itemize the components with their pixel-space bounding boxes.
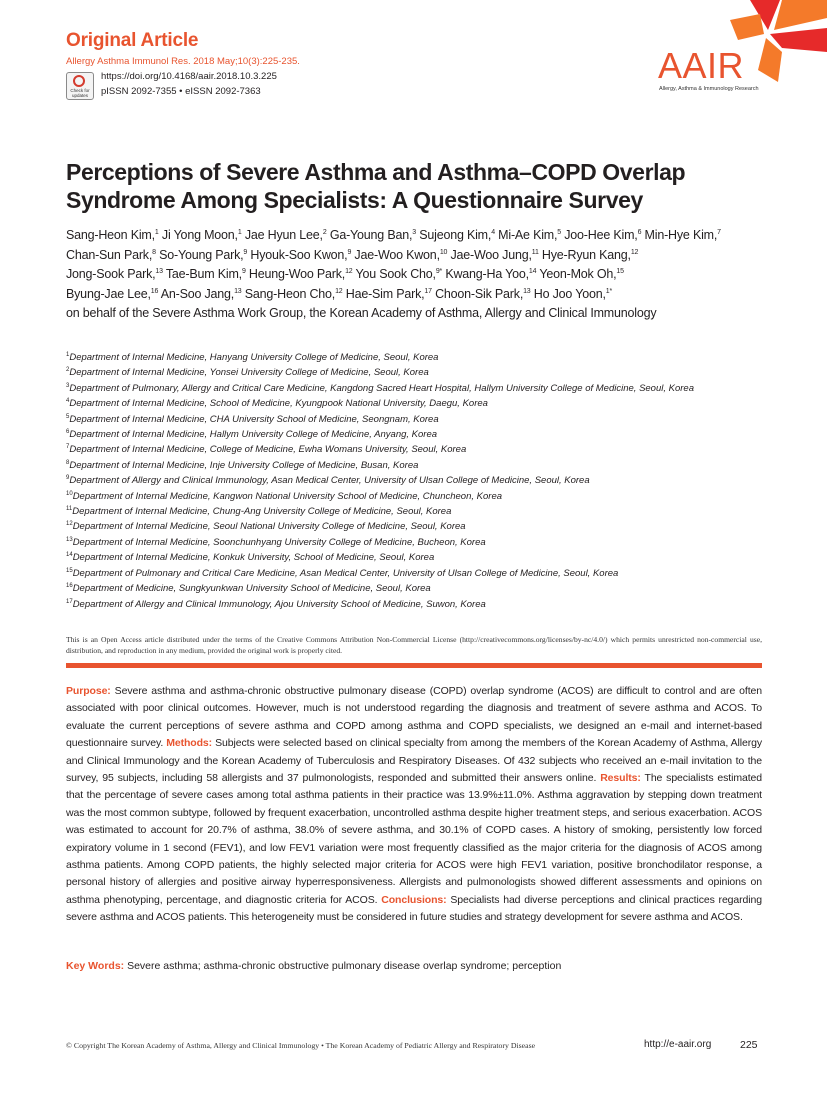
affiliation-item: $^{13}$Department of Internal Medicine, Soonchunhyang University College of Medicine, Bucheon, Korea xyxy=(66,536,486,548)
logo-petal-right xyxy=(774,0,827,30)
affiliation-list xyxy=(66,350,786,612)
affiliation-item: $^{14}$Department of Internal Medicine, Konkuk University, School of Medicine, Seoul, Korea xyxy=(66,552,435,564)
keywords-text: Severe asthma; asthma-chronic obstructive pulmonary disease overlap syndrome; perception xyxy=(124,960,562,972)
author-affiliation-marker: 17 xyxy=(424,287,432,295)
author-affiliation-marker: 13 xyxy=(155,268,163,276)
author-name: Hae-Sim Park, xyxy=(342,286,425,301)
abstract-methods-heading: Methods: xyxy=(166,737,213,750)
author-affiliation-marker: 13 xyxy=(234,287,242,295)
affiliation-item: $^9$Department of Allergy and Clinical Immunology, Asan Medical Center, University of Ulsan College of Medicine, Seoul, Korea xyxy=(66,475,590,487)
abstract xyxy=(66,683,762,927)
author-name: Jae-Woo Kwon, xyxy=(351,247,440,262)
abstract-results-text: The specialists estimated that the percentage of severe cases among total asthma patients in their practice was 13.9%±11.0%. Asthma aggravation by stepping down treatment was the most common subtype, followed by frequent exacerbation, uncontrolled asthma despite higher treatment steps, and serious exacerbation. ACOS was estimated to account for 20.7% of asthma, 38.0% of severe asthma, and 30.1% of COPD cases. A history of smoking, persistently low forced expiratory volume in 1 second (FEV1), and low FEV1 variation were most frequently classified as the major criteria for the diagnosis of ACOS among asthma patients. Among COPD patients, the highly selected major criteria for ACOS were high FEV1 variation, positive bronchodilator response, a personal history of allergies and positive airway hyperresponsiveness. Allergists and pulmonologists showed different assessments and opinions on asthma phenotyping, percentage, and diagnostic criteria for ACOS. xyxy=(66,772,762,906)
logo-petal-bottom xyxy=(758,38,782,82)
abstract-conclusions-heading: Conclusions: xyxy=(381,893,447,906)
author-name: Tae-Bum Kim, xyxy=(162,267,242,282)
author-affiliation-marker: 12 xyxy=(630,248,639,256)
author-affiliation-marker: 16 xyxy=(150,287,159,295)
author-affiliation-marker: 9* xyxy=(435,268,443,276)
author-name: Hyouk-Soo Kwon, xyxy=(247,247,348,262)
author-name: Byung-Jae Lee, xyxy=(66,286,151,301)
abstract-results-heading: Results: xyxy=(600,772,641,785)
author-affiliation-marker: 12 xyxy=(345,268,353,276)
abstract-methods-text: Subjects were selected based on clinical specialty from among the members of the Korean Academy of Asthma, Allergy and Clinical Immunology and the Korean Academy of Tuberculosis and Respiratory Diseases. Of 432 subjects who received an e-mail invitation to the survey, 95 subjects, including 58 allergists and 37 pulmonologists, responded and submitted their answers online. xyxy=(66,737,762,785)
author-affiliation-marker: 1 xyxy=(154,229,159,236)
author-affiliation-marker: 2 xyxy=(322,229,327,236)
author-name: Kwang-Ha Yoo, xyxy=(442,267,529,282)
affiliation-item: $^6$Department of Internal Medicine, Hallym University College of Medicine, Anyang, Korea xyxy=(66,429,438,441)
author-affiliation-marker: 15 xyxy=(616,268,624,276)
issn-line: pISSN 2092-7355 • eISSN 2092-7363 xyxy=(101,86,261,97)
journal-logo-subtitle: Allergy, Asthma & Immunology Research xyxy=(659,86,759,92)
author-name: Chan-Sun Park, xyxy=(66,247,153,262)
author-behalf-line: on behalf of the Severe Asthma Work Group, the Korean Academy of Asthma, Allergy and Clinical Immunology xyxy=(66,306,657,321)
author-name: You Sook Cho, xyxy=(352,267,436,282)
author-name: Hye-Ryun Kang, xyxy=(538,247,631,262)
abstract-purpose-heading: Purpose: xyxy=(66,685,111,697)
author-affiliation-marker: 9 xyxy=(241,268,246,276)
affiliation-item: $^3$Department of Pulmonary, Allergy and Critical Care Medicine, Kangdong Sacred Heart Hospital, Hallym University College of Medicine, Seoul, Korea xyxy=(66,382,694,394)
keywords xyxy=(66,958,762,974)
doi-link[interactable]: https://doi.org/10.4168/aair.2018.10.3.225 xyxy=(101,71,277,82)
author-affiliation-marker: 12 xyxy=(335,287,343,295)
author-name: Sang-Heon Cho, xyxy=(241,286,336,301)
section-divider xyxy=(66,663,762,668)
author-affiliation-marker: 4 xyxy=(491,229,495,236)
author-affiliation-marker: 9 xyxy=(243,248,248,256)
journal-logo-text: AAIR xyxy=(658,45,745,86)
check-for-updates-badge[interactable] xyxy=(66,72,94,100)
author-affiliation-marker: 14 xyxy=(528,268,537,276)
author-name: Ji Yong Moon, xyxy=(158,228,238,242)
author-affiliation-marker: 6 xyxy=(637,229,642,236)
affiliation-item: $^{12}$Department of Internal Medicine, Seoul National University College of Medicine, Seoul, Korea xyxy=(66,521,466,533)
author-affiliation-marker: 1* xyxy=(605,287,612,295)
affiliation-item: $^8$Department of Internal Medicine, Inje University College of Medicine, Busan, Korea xyxy=(66,459,419,471)
author-name: Jae Hyun Lee, xyxy=(241,228,323,242)
author-line xyxy=(66,285,766,305)
article-title: Perceptions of Severe Asthma and Asthma–COPD Overlap Syndrome Among Specialists: A Questionnaire Survey xyxy=(66,159,686,213)
author-name: Choon-Sik Park, xyxy=(431,286,524,301)
affiliation-item: $^{10}$Department of Internal Medicine, Kangwon National University School of Medicine, Chuncheon, Korea xyxy=(66,490,503,502)
journal-website-link[interactable]: http://e-aair.org xyxy=(644,1039,712,1050)
author-list xyxy=(66,226,766,324)
affiliation-item: $^2$Department of Internal Medicine, Yonsei University College of Medicine, Seoul, Korea xyxy=(66,367,429,379)
keywords-heading: Key Words: xyxy=(66,960,125,972)
author-affiliation-marker: 9 xyxy=(347,248,352,256)
author-affiliation-marker: 1 xyxy=(237,229,242,236)
author-name: Joo-Hee Kim, xyxy=(560,228,638,242)
crossmark-icon xyxy=(73,75,85,87)
author-name: Sang-Heon Kim, xyxy=(66,228,155,242)
affiliation-item: $^{11}$Department of Internal Medicine, Chung-Ang University College of Medicine, Seoul, Korea xyxy=(66,506,452,518)
license-statement: This is an Open Access article distributed under the terms of the Creative Commons Attribution Non-Commercial License (http://creativecommons.org/licenses/by-nc/4.0/) which permits unrestricted non-commercial use, distribution, and reproduction in any medium, provided the original work is properly cited. xyxy=(66,635,762,655)
abstract-conclusions-text: Specialists had diverse perceptions and clinical practices regarding severe asthma and ACOS patients. This heterogeneity must be considered in future studies and strategy development for severe asthma and ACOS. xyxy=(66,893,763,924)
affiliation-item: $^{15}$Department of Pulmonary and Critical Care Medicine, Asan Medical Center, University of Ulsan College of Medicine, Seoul, Korea xyxy=(66,567,619,579)
author-affiliation-marker: 8 xyxy=(152,248,156,256)
logo-petal-left xyxy=(730,14,764,40)
copyright-notice: © Copyright The Korean Academy of Asthma, Allergy and Clinical Immunology • The Korean Academy of Pediatric Allergy and Respiratory Disease xyxy=(66,1041,536,1050)
affiliation-item: $^5$Department of Internal Medicine, CHA University School of Medicine, Seongnam, Korea xyxy=(66,413,439,425)
author-affiliation-marker: 10 xyxy=(439,248,448,256)
affiliation-item: $^{16}$Department of Medicine, Sungkyunkwan University School of Medicine, Seoul, Korea xyxy=(66,583,431,595)
journal-logo-icon xyxy=(730,0,827,82)
author-name: So-Young Park, xyxy=(155,247,244,262)
author-line xyxy=(66,265,766,285)
affiliation-item: $^4$Department of Internal Medicine, School of Medicine, Kyungpook National University, Daegu, Korea xyxy=(66,398,488,410)
author-name: Min-Hye Kim, xyxy=(641,228,718,242)
check-for-updates-label: Check for updates xyxy=(70,88,90,98)
affiliation-item: $^{17}$Department of Allergy and Clinical Immunology, Ajou University School of Medicine, Suwon, Korea xyxy=(66,598,486,610)
author-affiliation-marker: 7 xyxy=(717,229,721,236)
article-type-label: Original Article xyxy=(66,30,199,51)
author-line xyxy=(66,246,766,266)
affiliation-item: $^1$Department of Internal Medicine, Hanyang University College of Medicine, Seoul, Korea xyxy=(66,352,439,363)
author-name: Jong-Sook Park, xyxy=(66,267,156,282)
author-affiliation-marker: 3 xyxy=(412,229,416,236)
page-number: 225 xyxy=(740,1039,758,1051)
journal-citation: Allergy Asthma Immunol Res. 2018 May;10(3):225-235. xyxy=(66,56,300,67)
author-name: Heung-Woo Park, xyxy=(245,267,346,282)
affiliation-item: $^7$Department of Internal Medicine, College of Medicine, Ewha Womans University, Seoul, Korea xyxy=(66,444,467,456)
logo-petal-lower-right xyxy=(770,28,827,52)
author-line xyxy=(66,226,766,246)
author-name: Yeon-Mok Oh, xyxy=(536,267,617,282)
author-affiliation-marker: 11 xyxy=(531,248,539,256)
author-name: Ho Joo Yoon, xyxy=(530,286,606,301)
author-affiliation-marker: 13 xyxy=(523,287,531,295)
author-name: Sujeong Kim, xyxy=(415,228,492,242)
author-affiliation-marker: 5 xyxy=(557,229,561,236)
author-name: Ga-Young Ban, xyxy=(326,228,413,242)
author-name: An-Soo Jang, xyxy=(158,286,235,301)
author-name: Mi-Ae Kim, xyxy=(494,228,558,242)
abstract-purpose-text: Severe asthma and asthma-chronic obstructive pulmonary disease (COPD) overlap syndrome (ACOS) are difficult to control and are often associated with poor clinical outcomes. However, much is not understood regarding the diagnosis and treatment of severe asthma and ACOS. To evaluate the current perceptions of severe asthma and COPD among asthma and COPD specialists, we designed an e-mail and internet-based questionnaire survey. xyxy=(66,685,762,750)
author-name: Jae-Woo Jung, xyxy=(447,247,532,262)
